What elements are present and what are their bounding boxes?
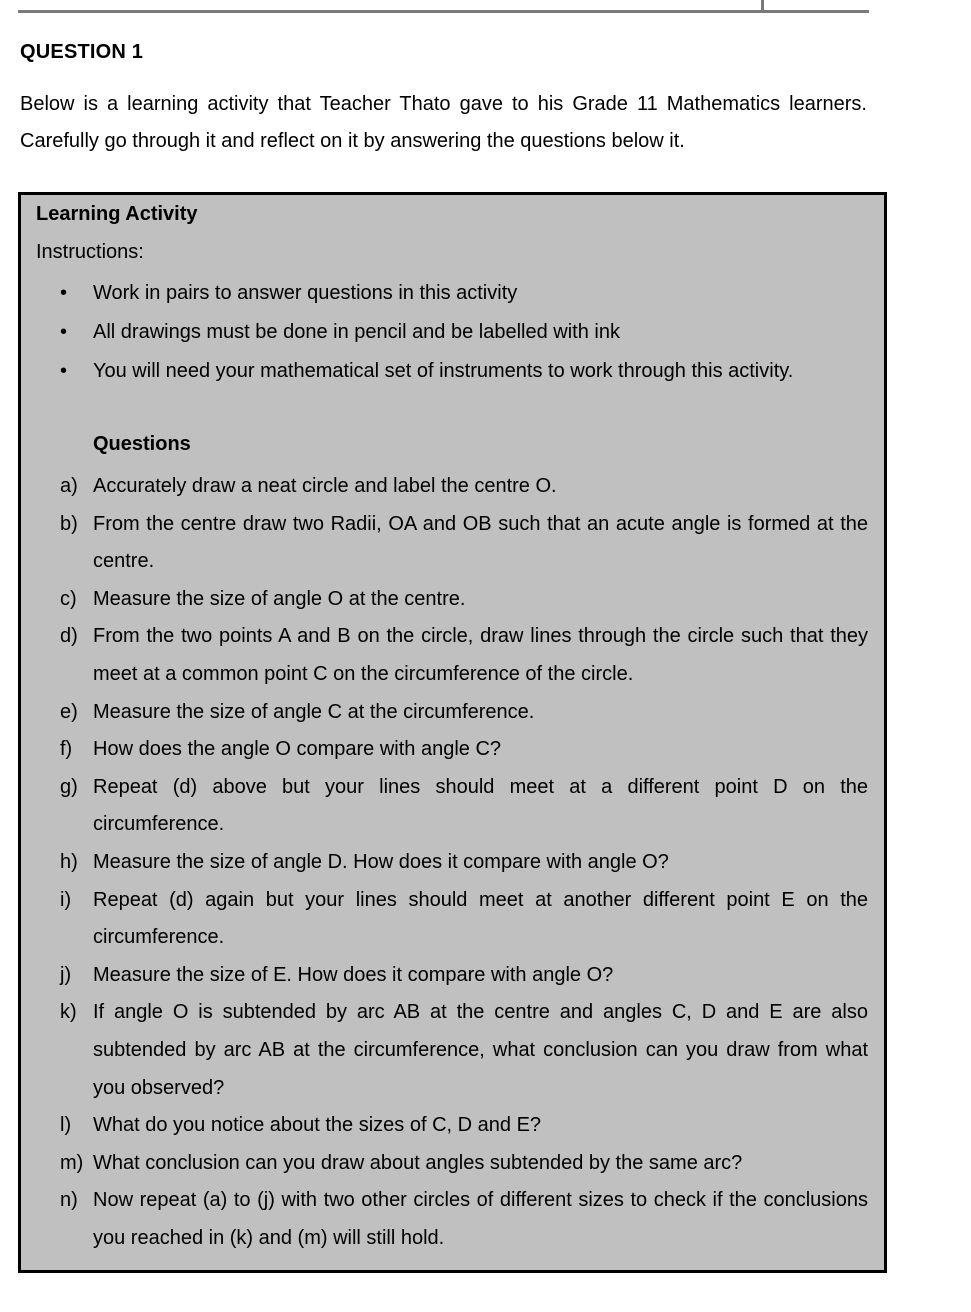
instruction-item bbox=[21, 316, 884, 355]
question-label: i) bbox=[60, 888, 72, 911]
question-label: g) bbox=[60, 775, 78, 798]
question-item bbox=[21, 731, 884, 769]
intro-paragraph: Below is a learning activity that Teacher Thato gave to his Grade 11 Mathematics learners. Carefully go through it and reflect on it by answering the questions below it. bbox=[20, 93, 867, 152]
question-label: e) bbox=[60, 700, 78, 723]
bullet-icon: • bbox=[60, 360, 68, 382]
question-item bbox=[21, 468, 884, 506]
question-item bbox=[21, 882, 884, 957]
question-text: If angle O is subtended by arc AB at the centre and angles C, D and E are also subtended by arc AB at the circumference, what conclusion can you draw from what you observed? bbox=[93, 1001, 868, 1099]
bullet-icon: • bbox=[60, 321, 68, 343]
instructions-label: Instructions: bbox=[36, 241, 144, 263]
question-label: d) bbox=[60, 625, 78, 648]
question-label: a) bbox=[60, 475, 78, 497]
question-text: Measure the size of E. How does it compare with angle O? bbox=[93, 963, 614, 986]
question-text: Measure the size of angle O at the centre. bbox=[93, 587, 466, 610]
question-text: Repeat (d) again but your lines should meet at another different point E on the circumference. bbox=[93, 888, 868, 949]
top-border-tick bbox=[761, 0, 764, 12]
instruction-text: Work in pairs to answer questions in this activity bbox=[93, 282, 518, 304]
question-item bbox=[21, 618, 884, 693]
question-text: Measure the size of angle C at the circumference. bbox=[93, 700, 535, 723]
question-text: From the two points A and B on the circle, draw lines through the circle such that they meet at a common point C on the circumference of the circle. bbox=[93, 625, 868, 685]
question-label: h) bbox=[60, 850, 78, 873]
instruction-item bbox=[21, 277, 884, 316]
instruction-text: All drawings must be done in pencil and be labelled with ink bbox=[93, 321, 620, 343]
question-label: f) bbox=[60, 738, 73, 761]
question-item bbox=[21, 1107, 884, 1145]
question-label: m) bbox=[60, 1151, 84, 1174]
question-label: k) bbox=[60, 1001, 77, 1024]
question-label: j) bbox=[60, 963, 72, 986]
question-label: b) bbox=[60, 512, 78, 535]
questions-list bbox=[21, 468, 884, 1257]
question-item bbox=[21, 694, 884, 732]
question-item bbox=[21, 581, 884, 619]
question-item bbox=[21, 506, 884, 581]
top-border-line bbox=[18, 10, 869, 13]
question-item bbox=[21, 1182, 884, 1257]
instruction-text: You will need your mathematical set of instruments to work through this activity. bbox=[93, 360, 794, 382]
instruction-item bbox=[21, 355, 884, 394]
question-item bbox=[21, 769, 884, 844]
question-text: What conclusion can you draw about angles subtended by the same arc? bbox=[93, 1151, 743, 1174]
question-item bbox=[21, 1145, 884, 1183]
question-text: What do you notice about the sizes of C, D and E? bbox=[93, 1114, 542, 1137]
question-label: c) bbox=[60, 587, 77, 610]
question-text: Accurately draw a neat circle and label the centre O. bbox=[93, 475, 557, 497]
question-heading: QUESTION 1 bbox=[20, 41, 144, 63]
learning-activity-box bbox=[18, 192, 887, 1273]
question-text: How does the angle O compare with angle C? bbox=[93, 738, 502, 761]
question-item bbox=[21, 844, 884, 882]
question-text: Now repeat (a) to (j) with two other circles of different sizes to check if the conclusions you reached in (k) and (m) will still hold. bbox=[93, 1189, 868, 1249]
activity-title: Learning Activity bbox=[36, 203, 198, 225]
question-item bbox=[21, 957, 884, 995]
question-label: l) bbox=[60, 1114, 72, 1137]
question-item bbox=[21, 994, 884, 1107]
questions-heading: Questions bbox=[93, 433, 191, 455]
question-text: Repeat (d) above but your lines should meet at a different point D on the circumference. bbox=[93, 775, 868, 836]
instructions-list bbox=[21, 277, 884, 394]
bullet-icon: • bbox=[60, 282, 68, 304]
question-label: n) bbox=[60, 1189, 78, 1212]
question-text: Measure the size of angle D. How does it compare with angle O? bbox=[93, 850, 669, 873]
question-text: From the centre draw two Radii, OA and OB such that an acute angle is formed at the centre. bbox=[93, 512, 868, 573]
